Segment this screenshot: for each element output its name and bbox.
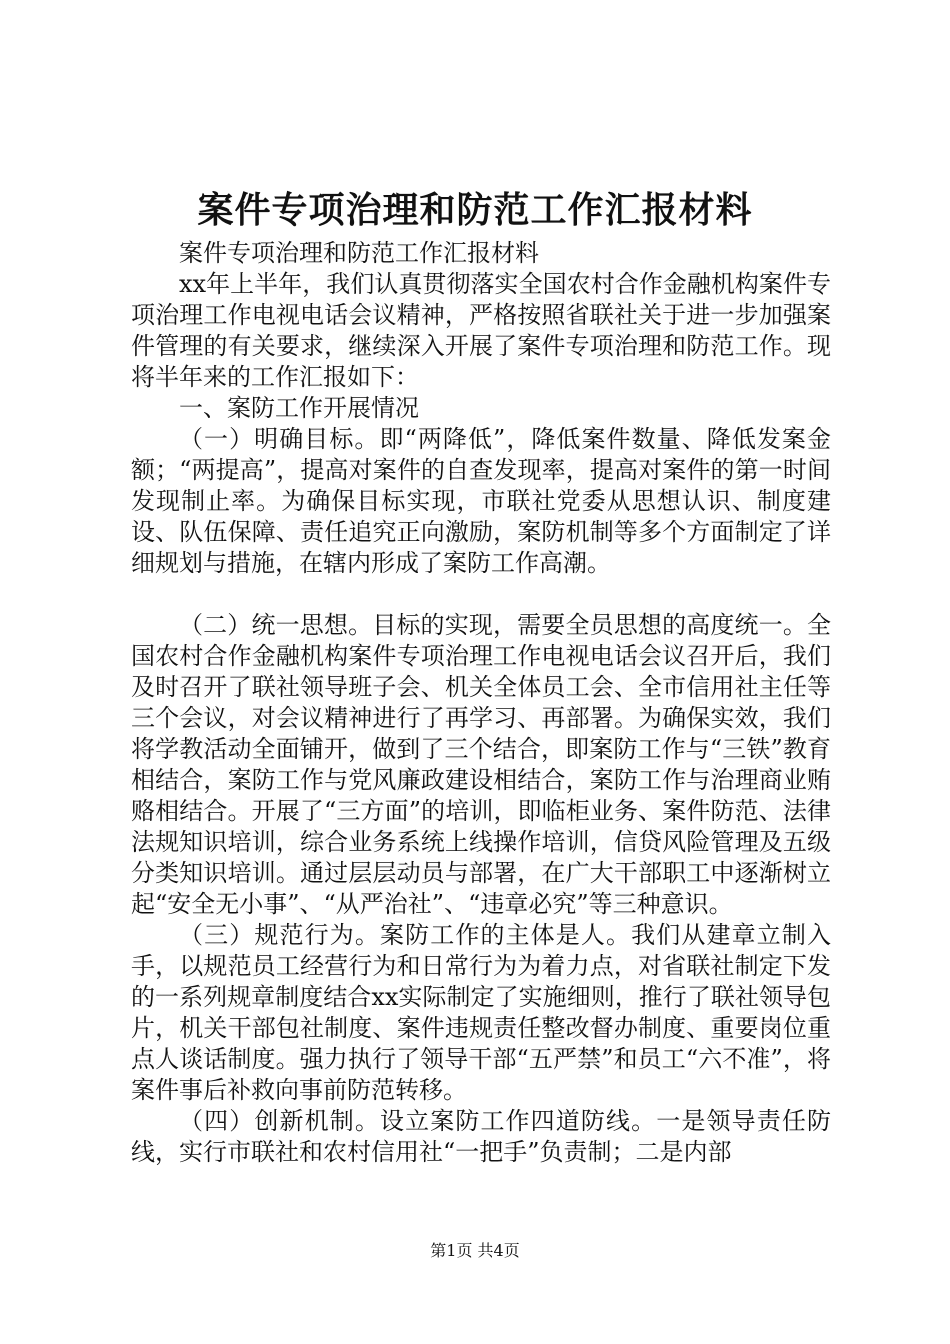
paragraph-thinking: （二）统一思想。目标的实现，需要全员思想的高度统一。全国农村合作金融机构案件专项治理工作电视电话会议召开后，我们及时召开了联社领导班子会、机关全体员工会、全市信用社主任等三个会议，对会议精神进行了再学习、再部署。为确保实效，我们将学教活动全面铺开，做到了三个结合，即案防工作与“三铁”教育相结合，案防工作与党风廉政建设相结合，案防工作与治理商业贿赂相结合。开展了“三方面”的培训，即临柜业务、案件防范、法律法规知识培训，综合业务系统上线操作培训，信贷风险管理及五级分类知识培训。通过层层动员与部署，在广大干部职工中逐渐树立起“安全无小事”、“从严治社”、“违章必究”等三种意识。 bbox=[131, 611, 831, 918]
document-body bbox=[131, 238, 831, 1168]
section-heading: 一、案防工作开展情况 bbox=[179, 394, 419, 422]
document-title: 案件专项治理和防范工作汇报材料 bbox=[197, 189, 753, 231]
subtitle-paragraph: 案件专项治理和防范工作汇报材料 bbox=[179, 239, 539, 267]
paragraph-behavior: （三）规范行为。案防工作的主体是人。我们从建章立制入手，以规范员工经营行为和日常行为为着力点，对省联社制定下发的一系列规章制度结合xx实际制定了实施细则，推行了联社领导包片，机关干部包社制度、案件违规责任整改督办制度、重要岗位重点人谈话制度。强力执行了领导干部“五严禁”和员工“六不准”，将案件事后补救向事前防范转移。 bbox=[131, 921, 831, 1104]
page-number-footer: 第1页 共4页 bbox=[430, 1241, 520, 1260]
intro-paragraph: xx年上半年，我们认真贯彻落实全国农村合作金融机构案件专项治理工作电视电话会议精神，严格按照省联社关于进一步加强案件管理的有关要求，继续深入开展了案件专项治理和防范工作。现将半年来的工作汇报如下： bbox=[131, 270, 831, 391]
paragraph-mechanism: （四）创新机制。设立案防工作四道防线。一是领导责任防线，实行市联社和农村信用社“一把手”负责制；二是内部 bbox=[131, 1107, 831, 1166]
paragraph-goal: （一）明确目标。即“两降低”，降低案件数量、降低发案金额；“两提高”，提高对案件的自查发现率，提高对案件的第一时间发现制止率。为确保目标实现，市联社党委从思想认识、制度建设、队伍保障、责任追究正向激励，案防机制等多个方面制定了详细规划与措施，在辖内形成了案防工作高潮。 bbox=[131, 425, 831, 577]
